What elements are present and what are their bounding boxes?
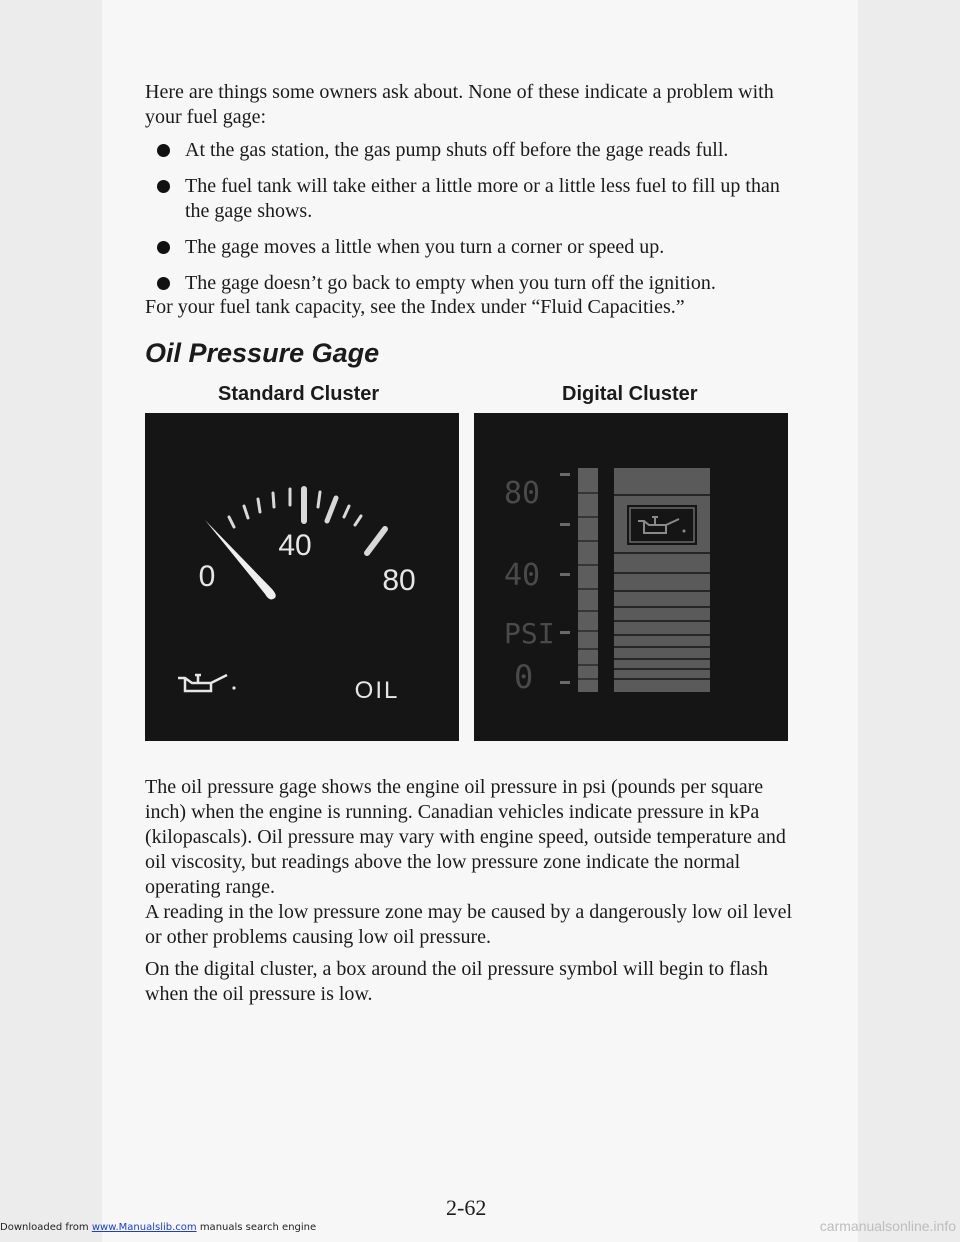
- gage-max-label: 80: [382, 564, 416, 597]
- capacity-note: For your fuel tank capacity, see the Index under “Fluid Capacities.”: [145, 296, 685, 318]
- standard-cluster-gage: [145, 413, 459, 741]
- digital-bar-column: [578, 468, 598, 692]
- low-pressure-note: A reading in the low pressure zone may be caused by a dangerously low oil level or other problems causing low oil pressure.: [145, 901, 793, 948]
- digital-top-label: 80: [504, 476, 541, 511]
- standard-cluster-label: Standard Cluster: [218, 383, 380, 405]
- page-number: 2-62: [446, 1195, 487, 1220]
- list-item: At the gas station, the gas pump shuts off before the gage reads full.: [157, 138, 797, 163]
- gage-min-label: 0: [198, 560, 216, 593]
- digital-bar-field: [614, 468, 710, 692]
- analog-gage-drawing: [145, 413, 459, 741]
- digital-unit-label: PSI: [504, 617, 555, 650]
- bullet-icon: [157, 241, 170, 254]
- digital-bottom-label: 0: [514, 658, 534, 696]
- page-margin-right: [858, 0, 960, 1242]
- digital-mid-label: 40: [504, 558, 541, 593]
- gage-needle: [205, 520, 276, 599]
- watermark: carmanualsonline.info: [819, 1218, 956, 1234]
- list-item: The gage moves a little when you turn a corner or speed up.: [157, 235, 797, 260]
- digital-cluster-display: [474, 413, 788, 741]
- section-title: Oil Pressure Gage: [145, 338, 380, 368]
- manualslib-link[interactable]: www.Manualslib.com: [91, 1222, 197, 1233]
- gage-mid-label: 40: [278, 529, 312, 562]
- bullet-icon: [157, 180, 170, 193]
- intro-paragraph: Here are things some owners ask about. None of these indicate a problem with your fuel gage:: [145, 81, 774, 128]
- digital-display-drawing: [474, 413, 788, 741]
- digital-flash-note: On the digital cluster, a box around the oil pressure symbol will begin to flash when the oil pressure is low.: [145, 958, 768, 1005]
- oil-can-icon: [178, 675, 236, 691]
- digital-cluster-label: Digital Cluster: [562, 383, 698, 405]
- download-footer: Downloaded from www.Manualslib.com manuals search engine: [0, 1222, 317, 1233]
- list-item: The fuel tank will take either a little more or a little less fuel to fill up than the gage shows.: [157, 174, 797, 224]
- digital-scale-ticks: [560, 473, 570, 684]
- oil-label: OIL: [354, 677, 400, 704]
- bullet-icon: [157, 277, 170, 290]
- list-item: The gage doesn’t go back to empty when you turn off the ignition.: [157, 271, 797, 296]
- bullet-icon: [157, 144, 170, 157]
- oil-gage-description: The oil pressure gage shows the engine oil pressure in psi (pounds per square inch) when the engine is running. Canadian vehicles indicate pressure in kPa (kilopascals). Oil pressure may vary with engine speed, outside temperature and oil viscosity, but readings above the low pressure zone indicate the normal operating range.: [145, 776, 786, 898]
- page-margin-left: [0, 0, 102, 1242]
- bullet-list: [157, 138, 797, 307]
